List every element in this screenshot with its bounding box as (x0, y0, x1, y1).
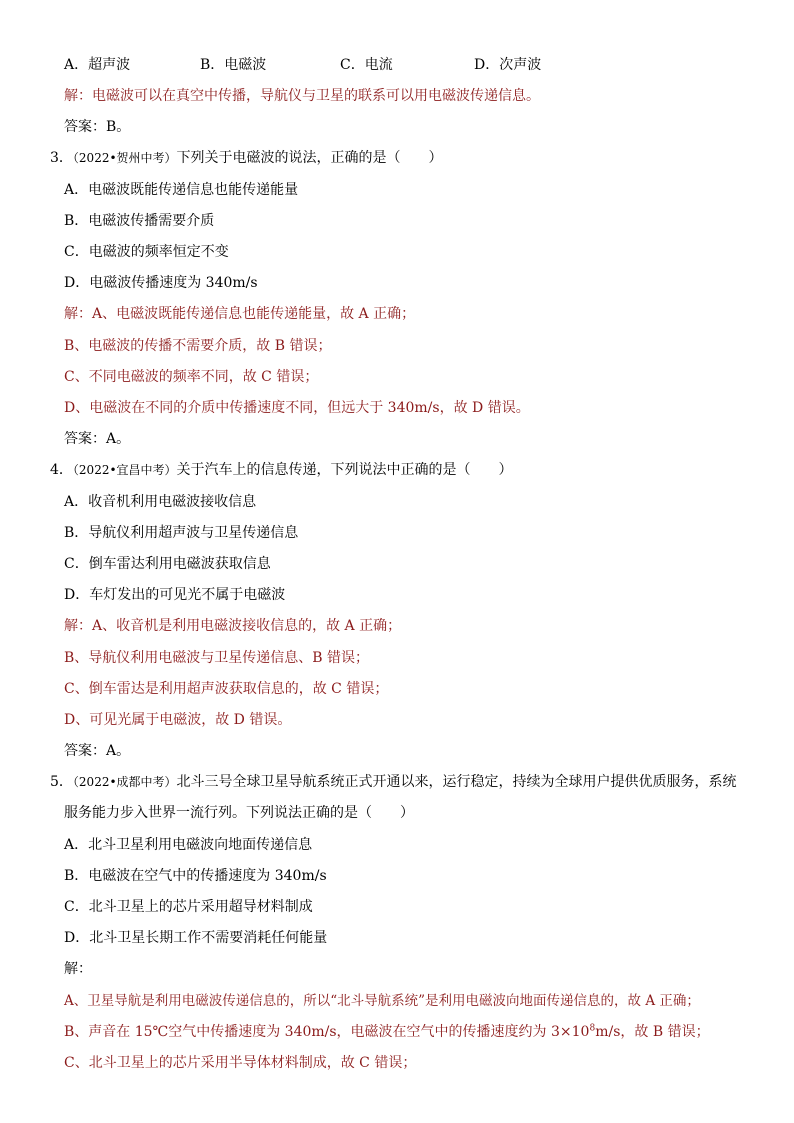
q5-solution-c: C、北斗卫星上的芯片采用半导体材料制成，故 C 错误； (64, 1055, 417, 1071)
q3-option-b: B．电磁波传播需要介质 (64, 213, 215, 229)
q5-solution-a: A、卫星导航是利用电磁波传递信息的，所以“北斗导航系统”是利用电磁波向地面传递信息的，故 A 正确； (64, 993, 700, 1009)
q4-option-c: C．倒车雷达利用电磁波获取信息 (64, 556, 271, 572)
q3-number: 3． (50, 150, 73, 166)
q5-option-d: D．北斗卫星长期工作不需要消耗任何能量 (64, 930, 328, 946)
q5-solution-label: 解： (64, 961, 92, 977)
q3-solution-d: D、电磁波在不同的介质中传播速度不同，但远大于 340m/s，故 D 错误。 (64, 400, 530, 416)
q2-option-a: A．超声波 (64, 57, 131, 73)
q3-option-d: D．电磁波传播速度为 340m/s (64, 275, 258, 291)
q4-solution-c: C、倒车雷达是利用超声波获取信息的，故 C 错误； (64, 681, 389, 697)
q3-solution-a: 解：A、电磁波既能传递信息也能传递能量，故 A 正确； (64, 306, 416, 322)
q5-solution-b-exponent: 8 (589, 1023, 596, 1034)
q4-source: （2022•宜昌中考） (72, 463, 177, 477)
q4-stem (50, 461, 513, 479)
q2-option-c: C．电流 (340, 57, 393, 73)
q4-number: 4． (50, 462, 73, 478)
q4-answer: 答案：A。 (64, 743, 131, 759)
q3-option-a: A．电磁波既能传递信息也能传递能量 (64, 182, 299, 198)
q3-solution-b: B、电磁波的传播不需要介质，故 B 错误； (64, 338, 332, 354)
q3-stem-text: 下列关于电磁波的说法，正确的是（ ） (176, 150, 443, 166)
q5-solution-b (64, 1023, 710, 1041)
q2-solution: 解：电磁波可以在真空中传播，导航仪与卫星的联系可以用电磁波传递信息。 (64, 88, 540, 104)
q4-option-d: D．车灯发出的可见光不属于电磁波 (64, 587, 286, 603)
q4-solution-a: 解：A、收音机是利用电磁波接收信息的，故 A 正确； (64, 618, 402, 634)
q4-solution-d: D、可见光属于电磁波，故 D 错误。 (64, 712, 292, 728)
q3-answer: 答案：A。 (64, 431, 131, 447)
q3-stem (50, 149, 443, 167)
q3-source: （2022•贺州中考） (72, 151, 177, 165)
q3-solution-c: C、不同电磁波的频率不同，故 C 错误； (64, 369, 319, 385)
q5-source: （2022•成都中考） (72, 775, 177, 789)
q3-option-c: C．电磁波的频率恒定不变 (64, 244, 229, 260)
q5-stem-line2: 服务能力步入世界一流行列。下列说法正确的是（ ） (64, 805, 414, 821)
q2-answer: 答案：B。 (64, 119, 131, 135)
q5-stem-line1 (50, 773, 737, 791)
q5-option-a: A．北斗卫星利用电磁波向地面传递信息 (64, 837, 313, 853)
q4-solution-b: B、导航仪利用电磁波与卫星传递信息、B 错误； (64, 650, 370, 666)
q2-option-b: B．电磁波 (200, 57, 267, 73)
q5-solution-b-text: B、声音在 15℃空气中传播速度为 340m/s，电磁波在空气中的传播速度约为 3×10 (64, 1024, 590, 1040)
q4-option-b: B．导航仪利用超声波与卫星传递信息 (64, 525, 299, 541)
q5-option-b: B．电磁波在空气中的传播速度为 340m/s (64, 868, 327, 884)
q5-solution-b-unit: m/s，故 B 错误； (595, 1024, 710, 1040)
q4-stem-text: 关于汽车上的信息传递，下列说法中正确的是（ ） (176, 462, 513, 478)
q5-number: 5． (50, 774, 73, 790)
q5-stem-text-1: 北斗三号全球卫星导航系统正式开通以来，运行稳定，持续为全球用户提供优质服务，系统 (176, 774, 737, 790)
q5-option-c: C．北斗卫星上的芯片采用超导材料制成 (64, 899, 313, 915)
q2-option-d: D．次声波 (474, 57, 542, 73)
q4-option-a: A．收音机利用电磁波接收信息 (64, 494, 257, 510)
